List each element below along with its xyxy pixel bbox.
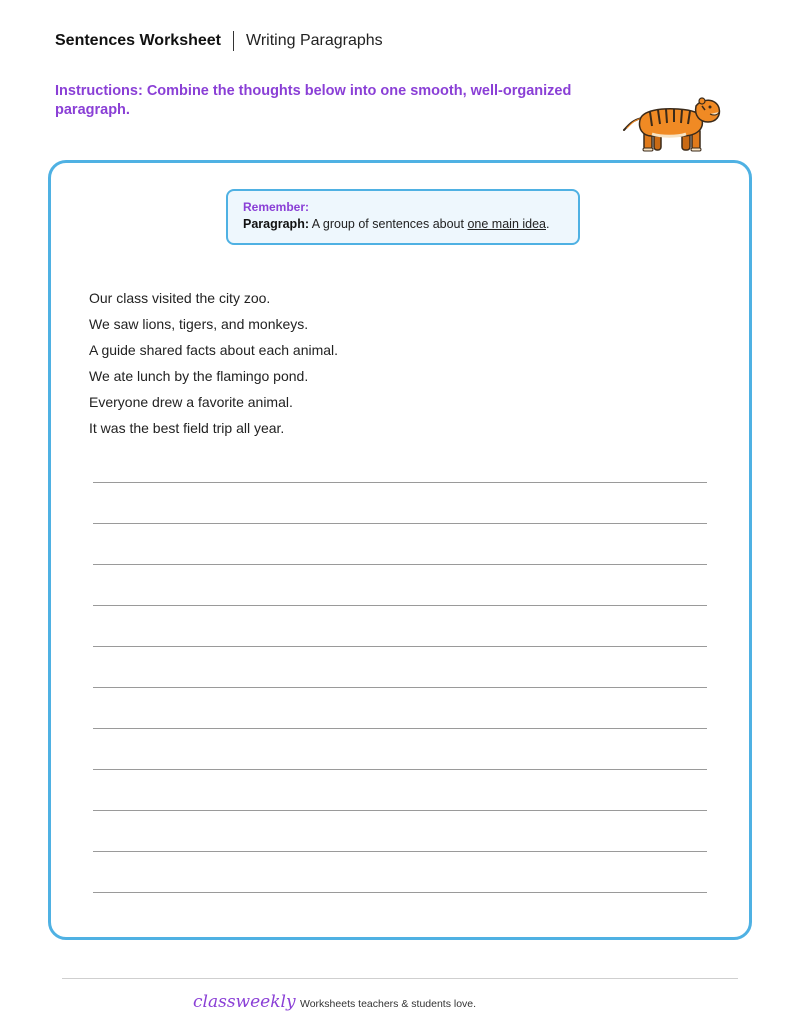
footer-tagline: Worksheets teachers & students love. — [300, 998, 477, 1010]
definition-term: Paragraph: — [243, 217, 309, 231]
worksheet-card — [48, 160, 752, 940]
writing-line[interactable] — [93, 687, 707, 688]
writing-line[interactable] — [93, 523, 707, 524]
writing-line[interactable] — [93, 646, 707, 647]
header-divider — [233, 31, 234, 51]
tiger-icon — [622, 96, 722, 156]
instructions-text: Instructions: Combine the thoughts below into one smooth, well-organized paragraph. — [55, 83, 572, 118]
worksheet-subtitle: Writing Paragraphs — [246, 32, 383, 49]
definition-end: . — [546, 217, 550, 231]
worksheet-title: Sentences Worksheet — [55, 32, 221, 49]
sentence-item: It was the best field trip all year. — [89, 420, 285, 436]
writing-line[interactable] — [93, 482, 707, 483]
writing-line[interactable] — [93, 892, 707, 893]
footer-divider — [62, 978, 738, 979]
definition-text: A group of sentences about — [309, 217, 468, 231]
sentence-item: Our class visited the city zoo. — [89, 290, 271, 306]
writing-line[interactable] — [93, 728, 707, 729]
brand-logo: classweekly — [193, 992, 296, 1012]
worksheet-header — [55, 30, 383, 52]
sentence-item: We ate lunch by the flamingo pond. — [89, 368, 309, 384]
sentence-item: Everyone drew a favorite animal. — [89, 394, 293, 410]
remember-box — [226, 189, 580, 245]
writing-line[interactable] — [93, 605, 707, 606]
writing-lines[interactable] — [93, 482, 707, 933]
paragraph-definition — [243, 215, 578, 234]
definition-main-idea: one main idea — [467, 217, 546, 231]
writing-line[interactable] — [93, 769, 707, 770]
writing-line[interactable] — [93, 810, 707, 811]
writing-line[interactable] — [93, 851, 707, 852]
remember-title: Remember: — [243, 200, 310, 214]
sentence-item: A guide shared facts about each animal. — [89, 342, 339, 358]
sentence-list — [89, 285, 338, 441]
writing-line[interactable] — [93, 564, 707, 565]
sentence-item: We saw lions, tigers, and monkeys. — [89, 316, 309, 332]
